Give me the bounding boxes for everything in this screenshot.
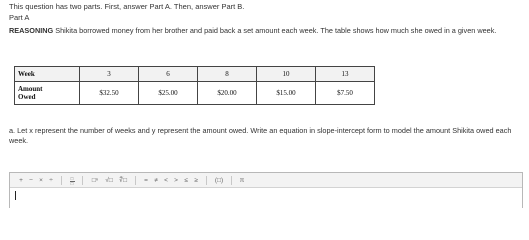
pi-button[interactable]: π: [239, 176, 245, 184]
text-caret: [15, 191, 16, 200]
table-row-amount-owed: [15, 82, 375, 105]
nth-root-button[interactable]: ∜□: [118, 177, 128, 184]
question-a-text: a. Let x represent the number of weeks and y represent the amount owed. Write an equation in slope-intercept form to model the amount Shikita owed each week.: [9, 126, 512, 145]
greater-than-button[interactable]: >: [174, 176, 178, 184]
toolbar-divider: [135, 176, 136, 185]
table-header-week: Week: [15, 67, 80, 82]
instructions-text: This question has two parts. First, answer Part A. Then, answer Part B.: [9, 2, 245, 11]
table-cell: 8: [198, 67, 257, 82]
part-a-label: Part A: [9, 13, 30, 22]
greater-equal-button[interactable]: ≥: [194, 176, 198, 184]
table-cell: $15.00: [257, 82, 316, 105]
less-equal-button[interactable]: ≤: [184, 176, 188, 184]
table-cell: $25.00: [139, 82, 198, 105]
table-cell: $7.50: [316, 82, 375, 105]
divide-button[interactable]: ÷: [49, 176, 53, 184]
equals-button[interactable]: =: [144, 176, 148, 184]
square-root-button[interactable]: √□: [105, 176, 113, 184]
table-header-amount-owed: [15, 82, 80, 105]
table-cell: 10: [257, 67, 316, 82]
parentheses-button[interactable]: (□): [214, 176, 224, 184]
table-cell: $20.00: [198, 82, 257, 105]
answer-input[interactable]: [10, 188, 522, 208]
toolbar-divider: [206, 176, 207, 185]
table-cell: 6: [139, 67, 198, 82]
multiply-button[interactable]: ×: [39, 176, 43, 184]
table-header-line: Owed: [18, 93, 36, 101]
less-than-button[interactable]: <: [164, 176, 168, 184]
table-cell: 13: [316, 67, 375, 82]
toolbar-divider: [82, 176, 83, 185]
fraction-icon: $\frac{□}{□}$: [70, 175, 74, 186]
problem-statement: [9, 26, 524, 36]
weeks-amount-table: [14, 66, 375, 105]
problem-text: Shikita borrowed money from her brother and paid back a set amount each week. The table shows how much she owed in a given week.: [53, 26, 497, 35]
equation-editor: [9, 172, 523, 208]
table-cell: 3: [80, 67, 139, 82]
toolbar-divider: [231, 176, 232, 185]
plus-button[interactable]: +: [19, 176, 23, 184]
math-toolbar: [10, 173, 522, 188]
exponent-button[interactable]: □ⁿ: [91, 176, 99, 184]
table-header-line: Amount: [18, 85, 43, 93]
fraction-button[interactable]: [67, 175, 77, 186]
table-cell: $32.50: [80, 82, 139, 105]
minus-button[interactable]: −: [29, 176, 33, 184]
problem-keyword: REASONING: [9, 26, 54, 35]
table-row-week: [15, 67, 375, 82]
not-equal-button[interactable]: ≠: [154, 176, 158, 184]
toolbar-divider: [61, 176, 62, 185]
